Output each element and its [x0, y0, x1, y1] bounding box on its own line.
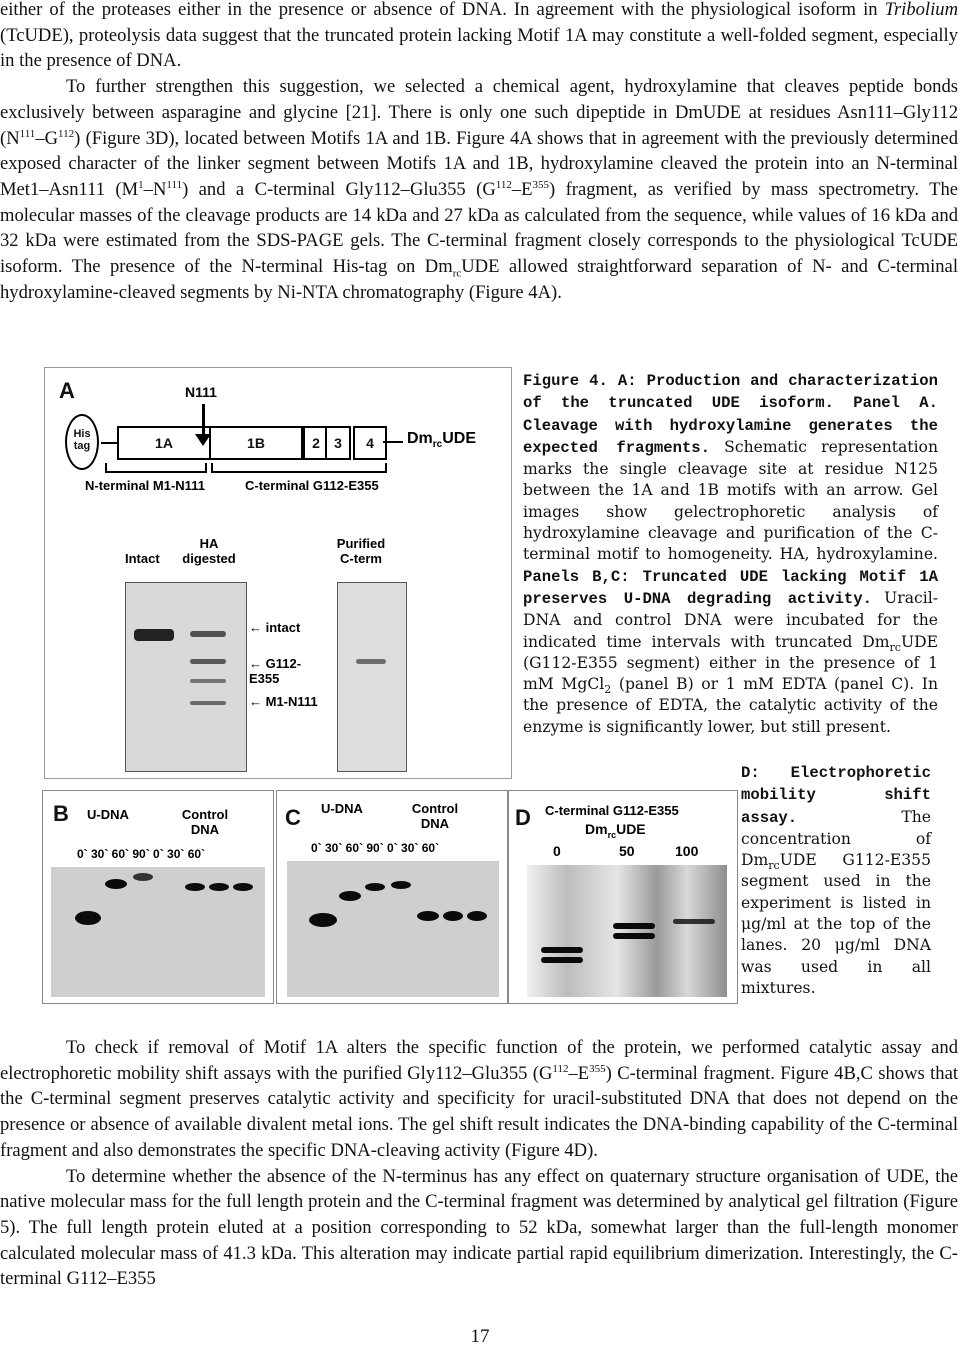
paragraph-gel-filtration: To determine whether the absence of the N-terminus has any effect on quaternary structure organisation of UDE, the native molecular mass for the full length protein and the C-terminal fragment was determined by analytical gel filtration (Figure 5). The full length protein eluted at a position corresponding to 52 kDa, somewhat larger than the full-length monomer calculated molecular mass of 41.3 kDa. This alteration may indicate partial rapid equilibrium dimerization. Interestingly, the C-terminal G112–E355	[0, 1165, 958, 1290]
gel-band	[75, 911, 101, 925]
conc-label-50: 50	[619, 843, 635, 859]
paragraph-catalytic-assay: To check if removal of Motif 1A alters the specific function of the protein, we performed catalytic assay and electrophoretic mobility shift assays with the purified Gly112–Glu355 $(G^{112}-E^{355})$ C-terminal fragment. Figure 4B,C shows that the C-terminal segment preserves catalytic activity and specificity for uracil-substituted DNA that does not depend on the presence or absence of available divalent metal ions. The gel shift result indicates the DNA-binding capability of the C-terminal fragment and also demonstrates the specific DNA-cleaving activity (Figure 4D). To determine whether the absence of the N-terminus has any effect on quaternary structure organisation of UDE, the native molecular mass for the full length protein and the C-terminal fragment was determined by analytical gel filtration (Figure 5). The full length protein eluted at a position corresponding to 52 kDa, somewhat larger than the full-length monomer calculated molecular mass of 41.3 kDa. This alteration may indicate partial rapid equilibrium dimerization. Interestingly, the C-terminal G112–E355	[0, 1037, 958, 1290]
gel-band	[467, 911, 487, 921]
motif-box-4: 4	[353, 426, 387, 460]
lane-label-purified: Purified C-term	[336, 536, 386, 566]
c-term-label: C-terminal G112-E355	[245, 478, 379, 493]
connector-line	[101, 442, 117, 444]
figure-panel-c	[276, 790, 508, 1004]
band-ha-intact	[190, 631, 226, 637]
gel-band	[541, 947, 583, 953]
panel-d-letter: D	[515, 805, 531, 830]
n-term-bracket	[105, 463, 207, 473]
gel-b	[51, 867, 265, 997]
figure-caption-a-b-c: Figure 4. A: Production and characterization of the truncated UDE isoform. Panel A. Cleavage with hydroxylamine generates the expected fragments. Schematic representation marks the single cleavage site at residue N125 between the 1A and 1B motifs with an arrow. Gel images show gelectrophoretic analysis of hydroxylamine cleavage and purification of the C-terminal motif to homogeneity. HA, hydroxylamine. Panels B,C: Truncated UDE lacking Motif 1A preserves U-DNA degrading activity. Uracil-DNA and control DNA were incubated for the indicated time intervals with truncated $Dm_{rc}UDE$ (G112-E355 segment) either in the presence of 1 mM MgCl$_2$ (panel B) or 1 mM EDTA (panel C). In the presence of EDTA, the catalytic activity of the enzyme is significantly lower, but still present.	[523, 372, 939, 736]
panel-c-udna: U-DNA	[321, 801, 363, 816]
arrow-label-g112: ← G112-E355	[249, 656, 302, 686]
lane-label-ha: HA digested	[182, 536, 236, 566]
motif-box-1a: 1A	[117, 426, 211, 460]
arrow-label-m1: ← M1-N111	[249, 694, 318, 709]
band-purified	[356, 659, 386, 664]
arrow-label-intact: ← intact	[249, 620, 301, 635]
gel-band	[391, 881, 411, 889]
panel-d-title: C-terminal G112-E355	[545, 803, 679, 818]
n-term-label: N-terminal M1-N111	[85, 478, 205, 493]
c-term-bracket	[211, 463, 387, 473]
panel-b-control: Control DNA	[181, 807, 229, 837]
lane-label-intact: Intact	[125, 551, 160, 566]
gel-c	[287, 861, 499, 997]
band-ha-g112	[190, 659, 226, 664]
figure-panel-a	[44, 367, 512, 779]
panel-a-letter: A	[59, 378, 75, 403]
gel-band	[673, 919, 715, 924]
conc-label-0: 0	[553, 843, 561, 859]
conc-label-100: 100	[675, 843, 699, 859]
motif-box-2: 2	[303, 426, 329, 460]
motif-box-3: 3	[325, 426, 351, 460]
panel-c-times: 0` 30` 60` 90` 0` 30` 60`	[311, 841, 440, 855]
gel-band	[209, 883, 229, 891]
gel-d	[527, 865, 727, 997]
connector-line	[383, 441, 403, 443]
paragraph-intro: either of the proteases either in the presence or absence of DNA. In agreement with the physiological isoform in Tribolium (TcUDE), proteolysis data suggest that the truncated protein lacking Motif 1A may constitute a well-folded segment, especially in the presence of DNA. To further strengthen this suggestion, we selected a chemical agent, hydroxylamine that cleaves peptide bonds exclusively between asparagine and glycine [21]. There is only one such dipeptide in DmUDE at residues Asn111–Gly112 $(N^{111}-G^{112})$ (Figure 3D), located between Motifs 1A and 1B. Figure 4A shows that in agreement with the previously determined exposed character of the linker segment between Motifs 1A and 1B, hydroxylamine cleaved the protein into an N-terminal Met1–Asn111 $(M^1-N^{111})$ and a C-terminal Gly112–Glu355 $(G^{112}-E^{355})$ fragment, as verified by mass spectrometry. The molecular masses of the cleavage products are 14 kDa and 27 kDa as calculated from the sequence, while values of 16 kDa and 32 kDa were estimated from the SDS-PAGE gels. The C-terminal fragment closely corresponds to the physiological TcUDE isoform. The presence of the N-terminal His-tag on $Dm_{rc}UDE$ allowed straightforward separation of N- and C-terminal hydroxylamine-cleaved segments by Ni-NTA chromatography (Figure 4A).	[0, 0, 959, 303]
panel-d-subtitle: $Dm_{rc}UDE$	[585, 821, 646, 840]
panel-b-letter: B	[53, 801, 69, 826]
gel-band	[133, 873, 153, 881]
motif-box-1b: 1B	[209, 426, 303, 460]
gel-band	[365, 883, 385, 891]
band-ha-m1-low	[190, 701, 226, 705]
gel-band	[613, 933, 655, 939]
sds-gel-2	[337, 582, 407, 772]
figure-caption-d: D: Electrophoretic mobility shift assay. The concentration of $Dm_{rc}UDE$ G112-E355 segment used in the experiment is listed in μg/ml at the top of the lanes. 20 μg/ml DNA was used in all mixtures.	[741, 764, 931, 997]
gel-band	[339, 891, 361, 901]
his-tag-oval: His tag	[65, 414, 99, 470]
cleave-site-label: N111	[185, 384, 217, 400]
band-ha-m1	[190, 679, 226, 683]
band-intact	[134, 629, 174, 641]
figure-panel-b	[42, 790, 274, 1004]
sds-gel-1	[125, 582, 247, 772]
construct-label: $Dm_{rc}UDE$	[407, 430, 477, 451]
gel-band	[185, 883, 205, 891]
gel-band	[443, 911, 463, 921]
cleave-arrow-icon	[202, 404, 205, 438]
gel-band	[417, 911, 439, 921]
panel-c-letter: C	[285, 805, 301, 830]
panel-b-udna: U-DNA	[87, 807, 129, 822]
panel-b-times: 0` 30` 60` 90` 0` 30` 60`	[77, 847, 206, 861]
gel-band	[233, 883, 253, 891]
figure-panel-d	[508, 790, 738, 1004]
gel-band	[613, 923, 655, 929]
gel-band	[541, 957, 583, 963]
gel-band	[309, 913, 337, 927]
page-number: 17	[470, 1326, 490, 1347]
gel-band	[105, 879, 127, 889]
panel-c-control: Control DNA	[411, 801, 459, 831]
